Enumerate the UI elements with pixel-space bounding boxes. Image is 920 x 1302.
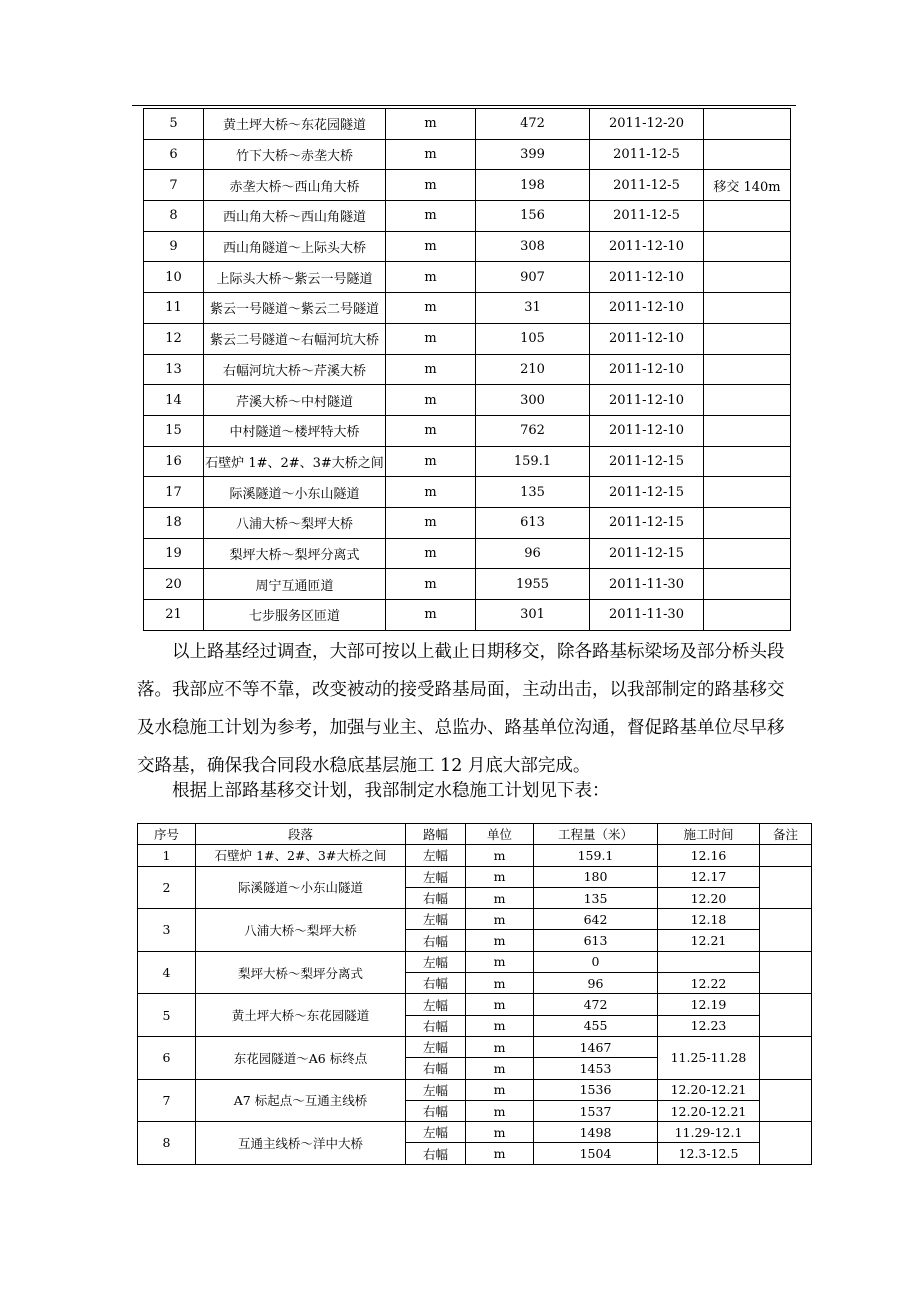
row-date: 2011-11-30 (590, 600, 704, 631)
row-number: 12 (144, 323, 204, 354)
row-unit: m (466, 909, 534, 930)
row-note (704, 231, 791, 262)
row-note (704, 538, 791, 569)
row-time: 12.17 (658, 866, 760, 887)
row-note (704, 109, 791, 140)
row-section: 际溪隧道～小东山隧道 (204, 477, 386, 508)
row-time: 12.20-12.21 (658, 1079, 760, 1100)
group-note (760, 909, 812, 952)
row-side: 左幅 (406, 1122, 466, 1143)
row-number: 21 (144, 600, 204, 631)
row-time: 12.18 (658, 909, 760, 930)
row-length: 159.1 (476, 446, 590, 477)
group-section: 石壁炉 1#、2#、3#大桥之间 (196, 845, 406, 866)
row-date: 2011-12-10 (590, 415, 704, 446)
table-row (138, 866, 812, 887)
group-number: 2 (138, 866, 196, 909)
row-number: 7 (144, 170, 204, 201)
row-number: 18 (144, 507, 204, 538)
row-length: 210 (476, 354, 590, 385)
row-date: 2011-12-5 (590, 170, 704, 201)
row-section: 紫云一号隧道～紫云二号隧道 (204, 293, 386, 324)
row-unit: m (386, 477, 476, 508)
row-quantity: 1504 (534, 1143, 658, 1164)
table-row (138, 1036, 812, 1057)
row-quantity: 1536 (534, 1079, 658, 1100)
row-length: 31 (476, 293, 590, 324)
row-side: 左幅 (406, 951, 466, 972)
row-side: 左幅 (406, 1079, 466, 1100)
row-unit: m (466, 1100, 534, 1121)
row-note (704, 201, 791, 232)
water-stable-plan-table (137, 823, 812, 1165)
row-date: 2011-12-15 (590, 477, 704, 508)
row-unit: m (386, 139, 476, 170)
row-unit: m (466, 1058, 534, 1079)
row-unit: m (386, 446, 476, 477)
row-side: 左幅 (406, 845, 466, 866)
row-unit: m (466, 1122, 534, 1143)
row-section: 八浦大桥～梨坪大桥 (204, 507, 386, 538)
row-number: 15 (144, 415, 204, 446)
group-section: 黄土坪大桥～东花园隧道 (196, 994, 406, 1037)
header-quantity: 工程量（米） (534, 824, 658, 845)
row-date: 2011-12-10 (590, 323, 704, 354)
row-note (704, 354, 791, 385)
group-time: 11.25-11.28 (658, 1036, 760, 1079)
table-row (144, 262, 791, 293)
table-row (144, 415, 791, 446)
table-row (138, 1079, 812, 1100)
row-unit: m (386, 170, 476, 201)
row-unit: m (466, 1143, 534, 1164)
table-row (144, 477, 791, 508)
row-note (704, 569, 791, 600)
row-length: 1955 (476, 569, 590, 600)
row-unit: m (386, 231, 476, 262)
row-unit: m (386, 507, 476, 538)
row-date: 2011-12-10 (590, 262, 704, 293)
table-row (144, 507, 791, 538)
group-note (760, 994, 812, 1037)
group-number: 6 (138, 1036, 196, 1079)
group-note (760, 1036, 812, 1079)
row-quantity: 455 (534, 1015, 658, 1036)
row-quantity: 1467 (534, 1036, 658, 1057)
row-unit: m (466, 1079, 534, 1100)
row-unit: m (466, 930, 534, 951)
row-unit: m (466, 1036, 534, 1057)
header-no: 序号 (138, 824, 196, 845)
group-note (760, 1079, 812, 1122)
row-length: 105 (476, 323, 590, 354)
row-note (704, 415, 791, 446)
table-row (144, 139, 791, 170)
row-unit: m (386, 415, 476, 446)
row-unit: m (466, 866, 534, 887)
row-number: 11 (144, 293, 204, 324)
table-row (144, 446, 791, 477)
header-unit: 单位 (466, 824, 534, 845)
row-time: 11.29-12.1 (658, 1122, 760, 1143)
row-date: 2011-12-10 (590, 231, 704, 262)
group-section: A7 标起点～互通主线桥 (196, 1079, 406, 1122)
table-row (144, 170, 791, 201)
row-side: 左幅 (406, 909, 466, 930)
row-length: 472 (476, 109, 590, 140)
header-section: 段落 (196, 824, 406, 845)
table-row (144, 600, 791, 631)
row-time: 12.22 (658, 973, 760, 994)
row-unit: m (466, 1015, 534, 1036)
table-row (138, 994, 812, 1015)
row-note: 移交 140m (704, 170, 791, 201)
row-length: 156 (476, 201, 590, 232)
row-date: 2011-12-15 (590, 507, 704, 538)
row-note (704, 507, 791, 538)
row-side: 右幅 (406, 1143, 466, 1164)
row-section: 梨坪大桥～梨坪分离式 (204, 538, 386, 569)
row-side: 左幅 (406, 994, 466, 1015)
row-unit: m (466, 845, 534, 866)
row-unit: m (386, 354, 476, 385)
row-length: 198 (476, 170, 590, 201)
row-section: 周宁互通匝道 (204, 569, 386, 600)
row-note (704, 600, 791, 631)
row-section: 右幅河坑大桥～芹溪大桥 (204, 354, 386, 385)
row-unit: m (386, 323, 476, 354)
row-unit: m (386, 201, 476, 232)
group-note (760, 866, 812, 909)
row-length: 135 (476, 477, 590, 508)
row-date: 2011-12-10 (590, 293, 704, 324)
row-date: 2011-12-15 (590, 446, 704, 477)
row-date: 2011-12-15 (590, 538, 704, 569)
table-row (138, 909, 812, 930)
row-time: 12.19 (658, 994, 760, 1015)
row-time: 12.20 (658, 887, 760, 908)
row-side: 右幅 (406, 1058, 466, 1079)
row-date: 2011-11-30 (590, 569, 704, 600)
group-section: 际溪隧道～小东山隧道 (196, 866, 406, 909)
table-row (144, 538, 791, 569)
row-section: 石壁炉 1#、2#、3#大桥之间 (204, 446, 386, 477)
row-note (704, 323, 791, 354)
row-section: 七步服务区匝道 (204, 600, 386, 631)
table-row (144, 201, 791, 232)
row-unit: m (386, 262, 476, 293)
row-unit: m (386, 600, 476, 631)
row-time: 12.23 (658, 1015, 760, 1036)
row-quantity: 96 (534, 973, 658, 994)
plan-table-header-row (138, 824, 812, 845)
group-number: 5 (138, 994, 196, 1037)
table-row (144, 231, 791, 262)
row-unit: m (466, 973, 534, 994)
table-row (144, 385, 791, 416)
row-quantity: 613 (534, 930, 658, 951)
row-unit: m (466, 887, 534, 908)
row-side: 右幅 (406, 973, 466, 994)
row-note (704, 262, 791, 293)
row-date: 2011-12-5 (590, 201, 704, 232)
group-number: 1 (138, 845, 196, 866)
row-note (704, 385, 791, 416)
row-quantity: 0 (534, 951, 658, 972)
group-number: 4 (138, 951, 196, 994)
row-number: 20 (144, 569, 204, 600)
row-length: 301 (476, 600, 590, 631)
group-section: 互通主线桥～洋中大桥 (196, 1122, 406, 1165)
table-row (144, 354, 791, 385)
row-note (704, 139, 791, 170)
table-row (144, 569, 791, 600)
row-side: 左幅 (406, 1036, 466, 1057)
row-section: 西山角隧道～上际头大桥 (204, 231, 386, 262)
row-length: 907 (476, 262, 590, 293)
group-section: 东花园隧道～A6 标终点 (196, 1036, 406, 1079)
group-number: 8 (138, 1122, 196, 1165)
header-rule (132, 105, 796, 106)
row-section: 中村隧道～楼坪特大桥 (204, 415, 386, 446)
row-unit: m (386, 538, 476, 569)
row-number: 16 (144, 446, 204, 477)
row-section: 竹下大桥～赤垄大桥 (204, 139, 386, 170)
paragraph-transfer-summary: 以上路基经过调查，大部可按以上截止日期移交，除各路基标梁场及部分桥头段落。我部应不等不靠，改变被动的接受路基局面，主动出击，以我部制定的路基移交及水稳施工计划为参考，加强与业主、总监办、路基单位沟通，督促路基单位尽早移交路基，确保我合同段水稳底基层施工 12 月底大部完成。 (137, 642, 785, 776)
row-length: 308 (476, 231, 590, 262)
row-length: 300 (476, 385, 590, 416)
row-section: 黄土坪大桥～东花园隧道 (204, 109, 386, 140)
row-section: 赤垄大桥～西山角大桥 (204, 170, 386, 201)
row-section: 紫云二号隧道～右幅河坑大桥 (204, 323, 386, 354)
row-side: 右幅 (406, 887, 466, 908)
row-section: 芹溪大桥～中村隧道 (204, 385, 386, 416)
row-section: 上际头大桥～紫云一号隧道 (204, 262, 386, 293)
paragraph-plan-intro: 根据上部路基移交计划，我部制定水稳施工计划见下表： (172, 781, 610, 801)
row-quantity: 159.1 (534, 845, 658, 866)
group-section: 梨坪大桥～梨坪分离式 (196, 951, 406, 994)
row-length: 613 (476, 507, 590, 538)
row-number: 8 (144, 201, 204, 232)
row-number: 10 (144, 262, 204, 293)
row-time: 12.3-12.5 (658, 1143, 760, 1164)
row-section: 西山角大桥～西山角隧道 (204, 201, 386, 232)
row-note (704, 477, 791, 508)
table-row (138, 951, 812, 972)
row-note (704, 446, 791, 477)
row-quantity: 1537 (534, 1100, 658, 1121)
group-number: 3 (138, 909, 196, 952)
row-time: 12.21 (658, 930, 760, 951)
row-unit: m (386, 385, 476, 416)
row-unit: m (386, 109, 476, 140)
table-row (138, 1122, 812, 1143)
row-quantity: 1453 (534, 1058, 658, 1079)
row-number: 13 (144, 354, 204, 385)
group-note (760, 1122, 812, 1165)
table-row (144, 293, 791, 324)
group-note (760, 951, 812, 994)
row-side: 左幅 (406, 866, 466, 887)
table-row (144, 323, 791, 354)
row-date: 2011-12-20 (590, 109, 704, 140)
header-side: 路幅 (406, 824, 466, 845)
table-row (144, 109, 791, 140)
row-date: 2011-12-5 (590, 139, 704, 170)
row-number: 6 (144, 139, 204, 170)
row-quantity: 1498 (534, 1122, 658, 1143)
row-unit: m (386, 569, 476, 600)
row-unit: m (386, 293, 476, 324)
header-time: 施工时间 (658, 824, 760, 845)
row-number: 17 (144, 477, 204, 508)
group-number: 7 (138, 1079, 196, 1122)
row-date: 2011-12-10 (590, 354, 704, 385)
row-number: 14 (144, 385, 204, 416)
header-note: 备注 (760, 824, 812, 845)
row-quantity: 135 (534, 887, 658, 908)
row-note (704, 293, 791, 324)
row-unit: m (466, 951, 534, 972)
row-length: 762 (476, 415, 590, 446)
row-time (658, 951, 760, 972)
row-quantity: 472 (534, 994, 658, 1015)
row-date: 2011-12-10 (590, 385, 704, 416)
row-side: 右幅 (406, 930, 466, 951)
group-section: 八浦大桥～梨坪大桥 (196, 909, 406, 952)
row-time: 12.20-12.21 (658, 1100, 760, 1121)
row-number: 5 (144, 109, 204, 140)
row-number: 9 (144, 231, 204, 262)
row-quantity: 180 (534, 866, 658, 887)
group-note (760, 845, 812, 866)
row-length: 96 (476, 538, 590, 569)
row-number: 19 (144, 538, 204, 569)
row-side: 右幅 (406, 1100, 466, 1121)
roadbed-transfer-table (143, 108, 791, 631)
table-row (138, 845, 812, 866)
row-quantity: 642 (534, 909, 658, 930)
row-unit: m (466, 994, 534, 1015)
row-length: 399 (476, 139, 590, 170)
row-time: 12.16 (658, 845, 760, 866)
row-side: 右幅 (406, 1015, 466, 1036)
